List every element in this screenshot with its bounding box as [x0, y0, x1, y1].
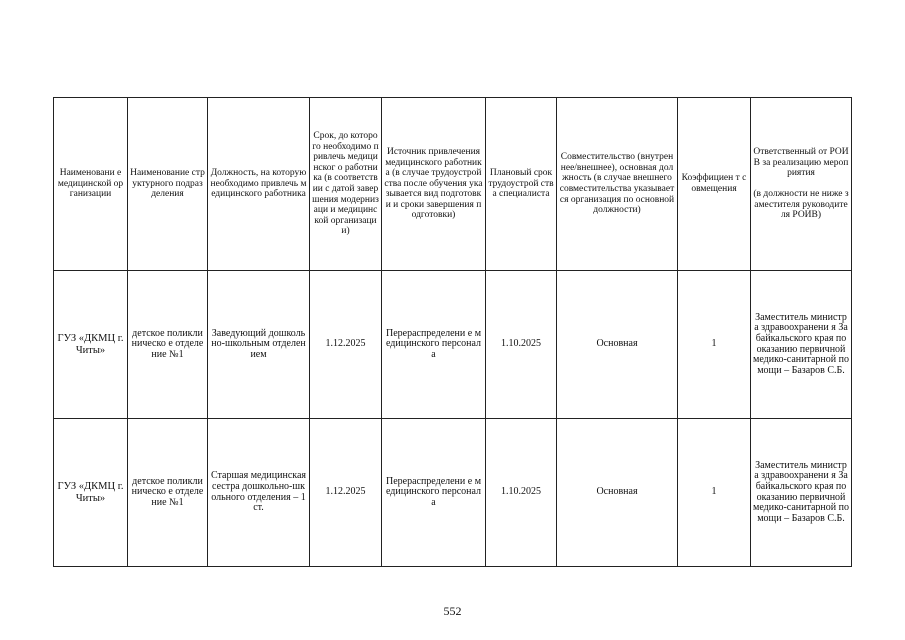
cell-coefficient: 1 — [678, 419, 751, 567]
header-row — [54, 98, 852, 271]
cell-combination: Основная — [557, 271, 678, 419]
cell-responsible: Заместитель министра здравоохранени я Забайкальского края по оказанию первичной медико-санитарной помощи – Базаров С.Б. — [751, 419, 852, 567]
header-combination: Совместительство (внутреннее/внешнее), основная должность (в случае внешнего совместительства указывается организация по основной должности) — [557, 98, 678, 271]
cell-combination: Основная — [557, 419, 678, 567]
header-deadline: Срок, до которого необходимо привлечь медицинског о работника (в соответствии с датой завершения модернизаци и медицинской организации) — [310, 98, 382, 271]
header-department: Наименование структурного подразделения — [128, 98, 208, 271]
header-source: Источник привлечения медицинского работника (в случае трудоустройства после обучения указывается вид подготовки и сроки завершения подготовки) — [382, 98, 486, 271]
cell-deadline: 1.12.2025 — [310, 271, 382, 419]
cell-source: Перераспределени е медицинского персонала — [382, 271, 486, 419]
header-coefficient: Коэффициен т совмещения — [678, 98, 751, 271]
header-planned-date: Плановый срок трудоустрой ства специалиста — [486, 98, 557, 271]
cell-planned-date: 1.10.2025 — [486, 271, 557, 419]
cell-responsible: Заместитель министра здравоохранени я Забайкальского края по оказанию первичной медико-санитарной помощи – Базаров С.Б. — [751, 271, 852, 419]
cell-department: детское поликлиническо е отделение №1 — [128, 419, 208, 567]
cell-planned-date: 1.10.2025 — [486, 419, 557, 567]
cell-department: детское поликлиническо е отделение №1 — [128, 271, 208, 419]
cell-coefficient: 1 — [678, 271, 751, 419]
table-row — [54, 419, 852, 567]
cell-organization: ГУЗ «ДКМЦ г. Читы» — [54, 419, 128, 567]
header-responsible: Ответственный от РОИВ за реализацию мероприятия (в должности не ниже заместителя руководителя РОИВ) — [751, 98, 852, 271]
header-organization: Наименовани е медицинской организации — [54, 98, 128, 271]
page-number: 552 — [443, 604, 462, 618]
staffing-table — [53, 97, 852, 567]
cell-organization: ГУЗ «ДКМЦ г. Читы» — [54, 271, 128, 419]
cell-source: Перераспределени е медицинского персонала — [382, 419, 486, 567]
header-position: Должность, на которую необходимо привлечь медицинского работника — [208, 98, 310, 271]
cell-position: Заведующий дошкольно-школьным отделением — [208, 271, 310, 419]
cell-position: Старшая медицинская сестра дошкольно-школьного отделения – 1 ст. — [208, 419, 310, 567]
cell-deadline: 1.12.2025 — [310, 419, 382, 567]
table-row — [54, 271, 852, 419]
